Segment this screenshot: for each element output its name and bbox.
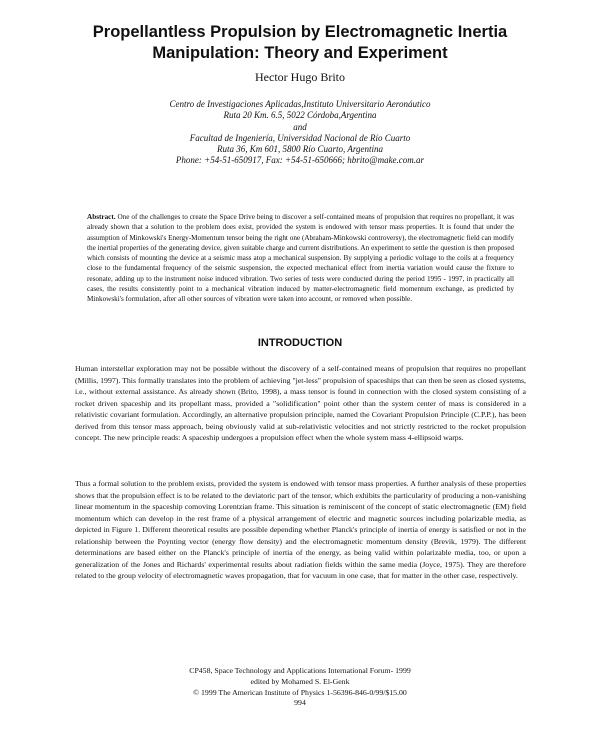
body-paragraph-2: Thus a formal solution to the problem exists, provided the system is endowed with tensor mass properties. A further analysis of these properties shows that the propulsion effect is to be related to the deviatoric part of the tensor, which exhibits the particularity of producing a non-vanishing linear momentum in the spaceship comoving Lorentzian frame. This situation is reminiscent of the concept of static electromagnetic (EM) field momentum which can develop in the rest frame of a physical arrangement of electric and magnetic sources including polarizable media, as depicted in Figure 1. Different theoretical results are possible depending whether Planck's principle of inertia of energy is satisfied or not in the relationship between the Poynting vector (energy flow density) and the electromagnetic momentum density (Brevik, 1979). The different determinations are based either on the Planck's principle of inertia of the energy, as being valid within polarizable media, too, or upon a generalization of the Jones and Richards' experimental results about radiation fields within the same media (Joyce, 1975). They are therefore related to the group velocity of electromagnetic waves propagation, that for vacuum in one case, that for matter in the other case, respectively.	[75, 479, 526, 580]
abstract-text: One of the challenges to create the Space Drive being to discover a self-contained means of propulsion that requires no propellant, it was already shown that a solution to the problem does exist, provided the system is endowed with tensor mass properties. It is found that under the assumption of Minkowski's Energy-Momentum tensor being the right one (Abraham-Minkowski controversy), the electromagnetic field can modify the inertial properties of the generating device, given suitable charge and current distributions. An experiment to settle the question is then proposed which consists of mounting the device at a seismic mass atop a mechanical suspension. By supplying a periodic voltage to the coils at a frequency close to the fundamental frequency of the seismic suspension, the expected mechanical effect from inertia variation would cause the fixture to resonate, adding up to the instrument noise induced vibration. Two series of tests were conducted during the period 1995 - 1997, in practically all cases, the results consistently point to a mechanical vibration induced by matter-electromagnetic field momentum exchange, as predicted by Minkowski's formulation, after all other sources of vibration were taken into account, or removed when possible.	[87, 213, 514, 304]
section-heading: INTRODUCTION	[257, 337, 343, 349]
affiliation-line: Ruta 20 Km. 6.5, 5022 Córdoba,Argentina	[223, 110, 377, 121]
paper-title: Propellantless Propulsion by Electromagnetic Inertia Manipulation: Theory and Experiment	[92, 23, 508, 62]
footer-line: edited by Mohamed S. El-Genk	[250, 676, 350, 686]
affiliation-line: Facultad de Ingeniería, Universidad Nacional de Río Cuarto	[189, 132, 411, 143]
abstract	[87, 212, 514, 305]
footer-line: © 1999 The American Institute of Physics 1-56396-846-0/99/$15.00	[193, 687, 407, 697]
body-paragraph-1: Human interstellar exploration may not be possible without the discovery of a self-contained means of propulsion that requires no propellant (Millis, 1997). This formally translates into the problem of achieving "jet-less" propulsion of spaceships that can then be seen as closed systems, i.e., without external assistance. As already shown (Brito, 1998), a mass tensor is found in connection with the closed system consisting of a rocket driven spaceship and its propellant mass, provided a "solidification" point other than the system center of mass is considered in a relativistic covariant formulation. Accordingly, an alternative propulsion principle, named the Covariant Propulsion Principle (C.P.P.), has been derived from this tensor mass approach, being obviously valid at sub-relativistic velocities and not strictly restricted to the rocket propulsion concept. The new principle reads: A spaceship undergoes a propulsion effect when the whole system mass 4-ellipsoid warps.	[75, 364, 526, 442]
page-footer	[150, 666, 450, 709]
affiliation-block	[120, 99, 480, 167]
affiliation-line: Centro de Investigaciones Aplicadas,Instituto Universitario Aeronáutico	[169, 99, 431, 109]
contact-line: Phone: +54-51-650917, Fax: +54-51-650666; hbrito@make.com.ar	[175, 155, 425, 166]
affiliation-line: Ruta 36, Km 601, 5800 Río Cuarto, Argentina	[216, 144, 383, 155]
footer-line: CP458, Space Technology and Applications International Forum- 1999	[189, 666, 411, 675]
page-number: 994	[294, 698, 306, 708]
author-name: Hector Hugo Brito	[255, 70, 345, 84]
abstract-label: Abstract.	[87, 213, 116, 221]
affiliation-line: and	[293, 121, 307, 132]
